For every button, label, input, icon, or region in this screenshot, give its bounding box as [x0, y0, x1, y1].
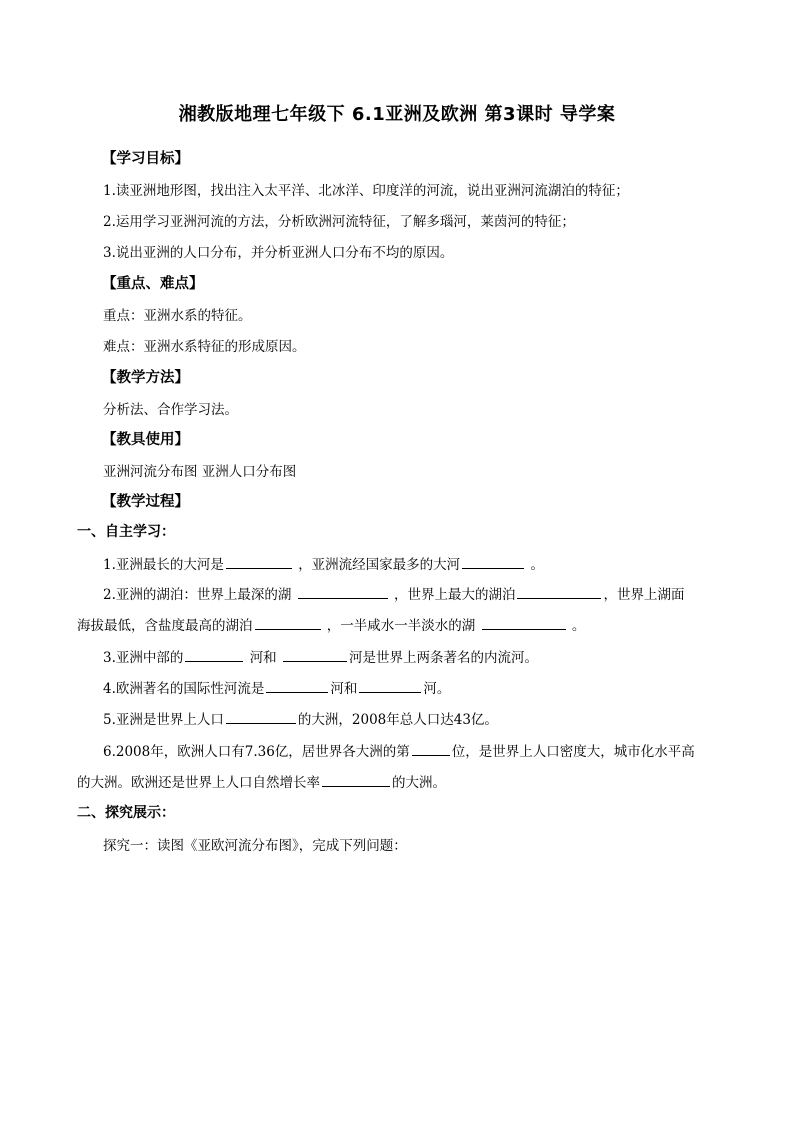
q5-text-b: 的大洲，2008年总人口达43亿。 — [297, 712, 498, 728]
question-4 — [103, 677, 450, 697]
q3-text-a: 3.亚洲中部的 — [103, 650, 184, 666]
goal-item-1: 1.读亚洲地形图，找出注入太平洋、北冰洋、印度洋的河流，说出亚洲河流湖泊的特征； — [103, 183, 629, 199]
q1-text-b: ，亚洲流经国家最多的大河 — [298, 557, 461, 573]
section-teaching-process: 【教学过程】 — [102, 494, 189, 510]
question-2-line-1 — [103, 583, 684, 603]
difficulty-text: 难点：亚洲水系特征的形成原因。 — [103, 339, 306, 355]
q6-text-d: 的大洲。 — [392, 775, 446, 791]
question-1 — [103, 553, 544, 573]
goal-item-3: 3.说出亚洲的人口分布，并分析亚洲人口分布不均的原因。 — [103, 245, 454, 261]
q3-text-c: 河是世界上两条著名的内流河。 — [348, 650, 538, 666]
question-6-line-2 — [77, 771, 446, 791]
section-key-points: 【重点、难点】 — [102, 276, 204, 292]
answer-blank[interactable] — [517, 584, 601, 599]
question-6-line-1 — [103, 740, 695, 760]
q4-text-a: 4.欧洲著名的国际性河流是 — [103, 681, 265, 697]
answer-blank[interactable] — [255, 615, 321, 630]
q2-text-f: 。 — [571, 618, 586, 634]
q2-text-b: ，世界上最大的湖泊 — [393, 587, 516, 603]
section-teaching-methods: 【教学方法】 — [102, 370, 189, 386]
answer-blank[interactable] — [359, 678, 421, 693]
goal-item-2: 2.运用学习亚洲河流的方法，分析欧洲河流特征，了解多瑙河，莱茵河的特征； — [103, 214, 575, 230]
part2-heading: 二、探究展示： — [77, 805, 175, 821]
answer-blank[interactable] — [322, 772, 390, 787]
document-title: 湘教版地理七年级下 6.1亚洲及欧洲 第3课时 导学案 — [178, 104, 616, 125]
q2-text-c: ，世界上湖面 — [603, 587, 685, 603]
answer-blank[interactable] — [298, 584, 388, 599]
q1-text-c: 。 — [530, 557, 544, 573]
answer-blank[interactable] — [462, 554, 524, 569]
answer-blank[interactable] — [185, 647, 243, 662]
key-point-text: 重点：亚洲水系的特征。 — [103, 308, 252, 324]
question-3 — [103, 646, 538, 666]
section-teaching-tools: 【教具使用】 — [102, 432, 189, 448]
answer-blank[interactable] — [226, 554, 292, 569]
q2-text-a: 2.亚洲的湖泊：世界上最深的湖 — [103, 587, 292, 603]
tools-text: 亚洲河流分布图 亚洲人口分布图 — [103, 464, 297, 480]
q6-text-c: 的大洲。欧洲还是世界上人口自然增长率 — [77, 775, 320, 791]
q4-text-b: 河和 — [330, 681, 358, 697]
q3-text-b: 河和 — [249, 650, 277, 666]
answer-blank[interactable] — [482, 615, 566, 630]
answer-blank[interactable] — [283, 647, 347, 662]
q1-text-a: 1.亚洲最长的大河是 — [103, 557, 224, 573]
answer-blank[interactable] — [266, 678, 328, 693]
question-5 — [103, 708, 498, 728]
part1-heading: 一、自主学习： — [77, 524, 175, 540]
q6-text-b: 位，是世界上人口密度大，城市化水平高 — [451, 744, 695, 760]
answer-blank[interactable] — [226, 709, 296, 724]
answer-blank[interactable] — [412, 741, 450, 756]
q6-text-a: 6.2008年，欧洲人口有7.36亿，居世界各大洲的第 — [103, 744, 410, 760]
explore-1-text: 探究一：读图《亚欧河流分布图》，完成下列问题： — [103, 838, 407, 854]
q2-text-e: ，一半咸水一半淡水的湖 — [326, 618, 476, 634]
question-2-line-2 — [77, 614, 585, 634]
q2-text-d: 海拔最低，含盐度最高的湖泊 — [77, 618, 253, 634]
q5-text-a: 5.亚洲是世界上人口 — [103, 712, 224, 728]
section-learning-goals: 【学习目标】 — [102, 151, 189, 167]
methods-text: 分析法、合作学习法。 — [103, 402, 238, 418]
q4-text-c: 河。 — [423, 681, 451, 697]
